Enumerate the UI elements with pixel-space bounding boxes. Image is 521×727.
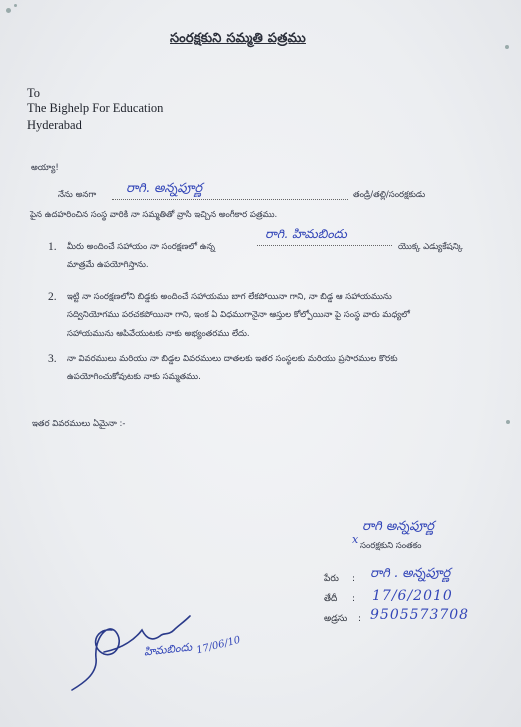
intro-name-field [112, 183, 348, 200]
name-label: పేరు [324, 574, 339, 584]
witness-sign-line2: 17/06/10 [195, 634, 242, 657]
item-1-text-b: యొక్క ఎడ్యుకేషన్కి [398, 242, 463, 252]
date-value: 17/6/2010 [372, 588, 453, 604]
item-3-number: 3. [48, 353, 57, 365]
scan-speck [506, 420, 510, 424]
intro-line2: పైన ఉదహరించిన సంస్థ వారికి నా సమ్మతితో వ్రాసి ఇచ్చిన అంగీకార పత్రము. [30, 210, 278, 220]
scan-speck [14, 4, 17, 7]
recipient-to: To [27, 86, 41, 100]
name-value: రాగి . అన్నపూర్ణ [370, 566, 451, 581]
name-colon: : [352, 574, 356, 584]
address-value: 9505573708 [370, 607, 470, 623]
recipient-city: Hyderabad [27, 118, 82, 132]
date-colon: : [352, 594, 356, 604]
signature-cross-mark: x [352, 533, 359, 546]
item-3-line1: నా వివరములు మరియు నా బిడ్డల వివరములు దాతలకు ఇతర సంస్థలకు మరియు ప్రసారముల కొరకు [67, 354, 398, 364]
other-details-label: ఇతర వివరములు ఏమైనా :- [32, 419, 126, 429]
item-2-line2: సద్వినియోగము పరచకపోయినా గాని, ఇంక ఏ విధముగానైనా ఆస్తుల కోల్పోయినా పై సంస్థ వారు మధ్యలో [67, 310, 410, 320]
address-colon: : [358, 614, 362, 624]
intro-name: రాగి. అన్నపూర్ణ [126, 181, 203, 196]
item-2-number: 2. [48, 291, 57, 303]
item-2-line3: సహాయమును ఆపివేయుటకు నాకు అభ్యంతరము లేదు. [67, 329, 250, 339]
date-label: తేదీ [324, 594, 338, 604]
guardian-sign-caption: సంరక్షకుని సంతకం [360, 541, 422, 551]
item-1-text-a: మీరు అందించే సహాయం నా సంరక్షణలో ఉన్న [67, 242, 215, 252]
salutation: అయ్యా! [31, 163, 59, 173]
item-1-child-field [257, 228, 392, 246]
intro-prefix: నేను అనగా [58, 190, 97, 200]
item-1-text-c: మాత్రమే ఉపయోగిస్తాను. [67, 260, 149, 270]
item-3-line2: ఉపయోగించుకోవుటకు నాకు సమ్మతము. [67, 372, 201, 382]
item-1-number: 1. [48, 241, 57, 253]
scan-speck [6, 8, 11, 13]
page-title: సంరక్షకుని సమ్మతి పత్రము [170, 31, 306, 46]
intro-suffix: తండ్రి/తల్లి/సంరక్షకుడు [353, 190, 426, 200]
item-1-child-name: రాగి. హిమబిందు [265, 226, 347, 241]
recipient-org: The Bighelp For Education [27, 101, 164, 115]
witness-sign-line1: హిమబిందు [143, 640, 193, 659]
item-2-line1: ఇట్టి నా సంరక్షణలోని బిడ్డకు అందించే సహాయము బాగ లేకపోయినా గాని, నా బిడ్డ ఆ సహాయమును [67, 292, 392, 302]
guardian-signature: రాగి అన్నపూర్ణ [362, 519, 435, 534]
address-label: అడ్రసు [324, 614, 348, 624]
scan-speck [505, 45, 509, 49]
